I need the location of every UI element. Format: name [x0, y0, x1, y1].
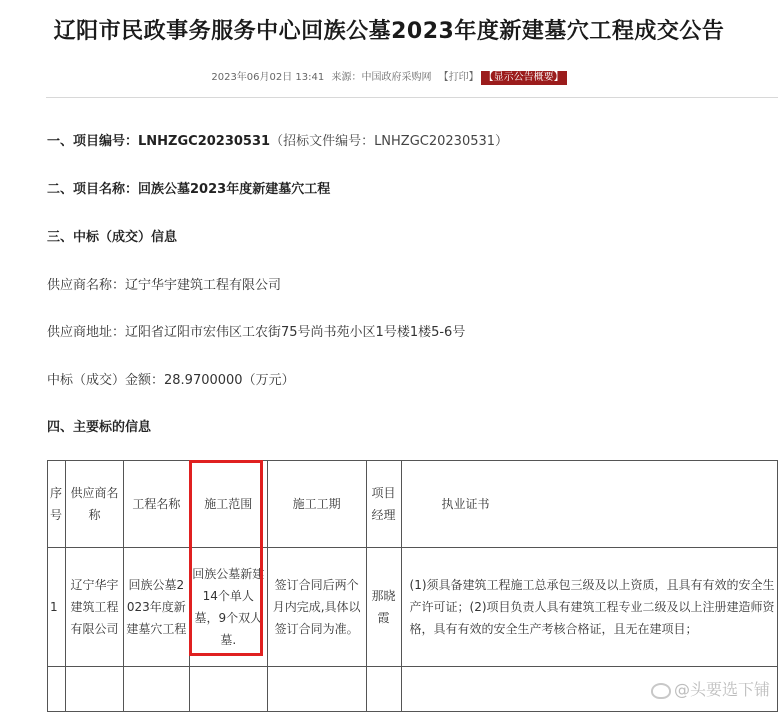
supplier-address: 供应商地址：辽阳省辽阳市宏伟区工农街75号尚书苑小区1号楼1楼5-6号	[47, 325, 466, 340]
source-name: 中国政府采购网	[361, 72, 432, 83]
header-cell-project-name: 工程名称	[123, 461, 189, 548]
award-info-heading: 三、中标（成交）信息	[47, 230, 178, 245]
source-label: 来源：	[331, 72, 362, 83]
publish-datetime: 2023年06月02日 13:41	[211, 72, 325, 83]
empty-cell	[123, 667, 189, 712]
project-name-value: 回族公墓2023年度新建墓穴工程	[138, 182, 331, 197]
header-cell-certificate: 执业证书	[401, 461, 777, 548]
project-number-line	[47, 130, 508, 149]
empty-cell	[189, 667, 267, 712]
cell-supplier: 辽宁华宇建筑工程有限公司	[65, 548, 123, 667]
cell-project-name: 回族公墓2023年度新建墓穴工程	[123, 548, 189, 667]
header-cell-manager: 项目经理	[366, 461, 401, 548]
weibo-icon	[651, 683, 671, 699]
cell-manager: 那晓霞	[366, 548, 401, 667]
table-row	[48, 548, 778, 667]
page-title: 辽阳市民政事务服务中心回族公墓2023年度新建墓穴工程成交公告	[53, 19, 725, 44]
cell-scope: 回族公墓新建14个单人墓，9个双人墓.	[189, 548, 267, 667]
header-divider	[46, 97, 778, 98]
empty-cell	[366, 667, 401, 712]
cell-index: 1	[48, 548, 66, 667]
header-cell-scope: 施工范围	[189, 461, 267, 548]
project-name-heading: 二、项目名称：	[47, 182, 139, 197]
project-number-value: LNHZGC20230531	[138, 134, 271, 149]
empty-cell	[267, 667, 366, 712]
main-subject-table	[47, 460, 778, 712]
weibo-watermark	[651, 677, 770, 700]
cell-duration: 签订合同后两个月内完成,具体以签订合同为准。	[267, 548, 366, 667]
cell-certificate: (1)须具备建筑工程施工总承包三级及以上资质，且具有有效的安全生产许可证；(2)项目负责人具有建筑工程专业二级及以上注册建造师资格，具有有效的安全生产考核合格证，且无在建项目；	[401, 548, 777, 667]
empty-cell	[65, 667, 123, 712]
project-number-heading: 一、项目编号：	[47, 134, 139, 149]
print-link[interactable]: 【打印】	[438, 72, 479, 83]
header-cell-supplier: 供应商名称	[65, 461, 123, 548]
table-header-row	[48, 461, 778, 548]
header-cell-index: 序号	[48, 461, 66, 548]
watermark-text: @头要选下铺	[673, 680, 770, 699]
main-subject-heading: 四、主要标的信息	[47, 420, 152, 435]
tender-file-number: （招标文件编号：LNHZGC20230531）	[270, 134, 509, 149]
project-name-line	[47, 178, 330, 197]
supplier-name: 供应商名称：辽宁华宇建筑工程有限公司	[47, 278, 282, 293]
header-cell-duration: 施工工期	[267, 461, 366, 548]
award-amount: 中标（成交）金额：28.9700000（万元）	[47, 373, 295, 388]
empty-cell	[48, 667, 66, 712]
article-meta	[0, 68, 778, 85]
show-summary-button[interactable]: 【显示公告概要】	[481, 71, 567, 85]
